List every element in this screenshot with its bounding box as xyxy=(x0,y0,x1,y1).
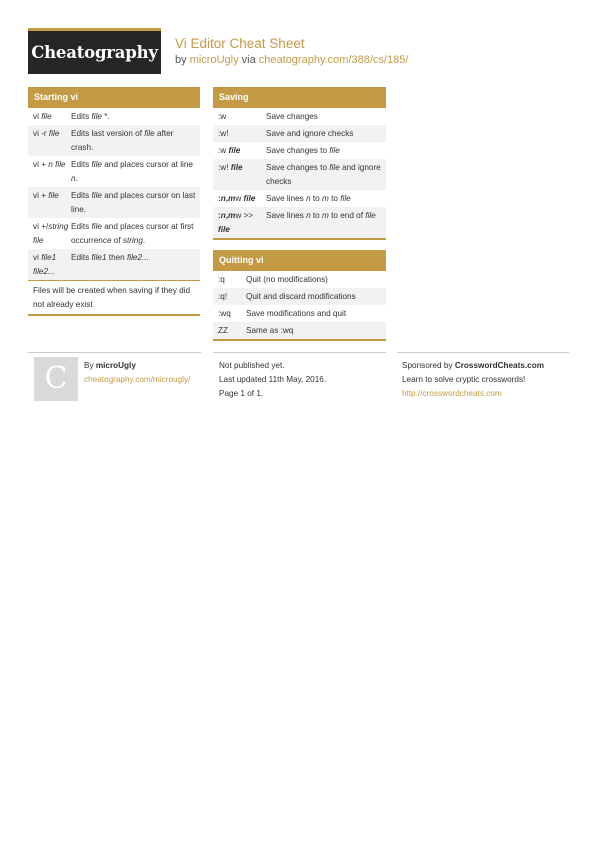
published-status: Not published yet. xyxy=(219,361,285,370)
table-row xyxy=(213,159,386,190)
command: vi file xyxy=(33,111,52,121)
sponsor-tagline: Learn to solve cryptic crosswords! xyxy=(402,375,526,384)
table-row xyxy=(213,108,386,125)
table-row xyxy=(213,125,386,142)
column-2 xyxy=(213,87,386,341)
description: Save changes xyxy=(266,111,318,121)
sponsor-prefix: Sponsored by xyxy=(402,361,453,370)
byline-via: via xyxy=(241,54,256,66)
description: Quit and discard modifications xyxy=(246,291,356,301)
page-count: Page 1 of 1. xyxy=(219,389,264,398)
footer-sponsor xyxy=(402,359,544,401)
description: Edits file and places cursor on last line. xyxy=(71,190,196,214)
avatar: C xyxy=(34,357,78,401)
section-quitting xyxy=(213,250,386,341)
command: vi + n file xyxy=(33,159,66,169)
footer-by: By xyxy=(84,361,94,370)
command: :w! xyxy=(218,128,229,138)
footer-author-name[interactable]: microUgly xyxy=(95,361,136,370)
description: Edits last version of file after crash. xyxy=(71,128,174,152)
section-header-quitting-vi: Quitting vi xyxy=(213,250,386,270)
sponsor-link[interactable]: http://crosswordcheats.com xyxy=(402,389,502,398)
section-note: Files will be created when saving if they did not already exist xyxy=(28,280,200,316)
page-title: Vi Editor Cheat Sheet xyxy=(175,36,305,51)
description: Save changes to file and ignore checks xyxy=(266,162,381,186)
author-link[interactable]: microUgly xyxy=(189,54,239,66)
command: :n,mw file xyxy=(218,193,256,203)
section-header-saving: Saving xyxy=(213,87,386,107)
column-1 xyxy=(28,87,200,316)
sponsor-line xyxy=(402,359,544,373)
description: Edits file and places cursor at first occurrence of string. xyxy=(71,221,194,245)
command: :q! xyxy=(218,291,228,301)
section-saving xyxy=(213,87,386,240)
table-row xyxy=(28,156,200,187)
table-row xyxy=(28,187,200,218)
description: Save modifications and quit xyxy=(246,308,347,318)
description: Save lines n to m to end of file xyxy=(266,210,376,220)
sponsor-name[interactable]: CrosswordCheats.com xyxy=(454,361,544,370)
description: Save lines n to m to file xyxy=(266,193,351,203)
section-gap xyxy=(213,240,386,250)
section-header-starting-vi: Starting vi xyxy=(28,87,200,107)
command: vi file1 file2... xyxy=(33,252,57,276)
command: vi -r file xyxy=(33,128,60,138)
footer-publish-info xyxy=(219,359,326,401)
description: Same as :wq xyxy=(246,325,294,335)
command: :w! file xyxy=(218,162,243,172)
table-row xyxy=(213,207,386,238)
description: Quit (no modifications) xyxy=(246,274,328,284)
table-row xyxy=(213,322,386,339)
command: :n,mw >> file xyxy=(218,210,254,234)
logo-text: Cheatography xyxy=(28,31,161,74)
command: :w file xyxy=(218,145,241,155)
table-row xyxy=(28,218,200,249)
command: :wq xyxy=(218,308,231,318)
footer-divider xyxy=(213,352,386,353)
footer-divider xyxy=(28,352,201,353)
table-row xyxy=(213,142,386,159)
table-row xyxy=(213,305,386,322)
table-row xyxy=(28,125,200,156)
table-row xyxy=(213,288,386,305)
command: :q xyxy=(218,274,225,284)
byline xyxy=(175,54,408,66)
description: Edits file *. xyxy=(71,111,110,121)
table-row xyxy=(213,190,386,207)
footer-author xyxy=(84,359,136,373)
last-updated: Last updated 11th May, 2016. xyxy=(219,375,327,384)
footer-divider xyxy=(397,352,569,353)
command: vi +/string file xyxy=(33,221,69,245)
command: :w xyxy=(218,111,227,121)
description: Edits file and places cursor at line n. xyxy=(71,159,193,183)
byline-by: by xyxy=(175,54,187,66)
sheet-url-link[interactable]: cheatography.com/388/cs/185/ xyxy=(258,54,409,66)
description: Edits file1 then file2... xyxy=(71,252,149,262)
table-row xyxy=(28,108,200,125)
command: vi + file xyxy=(33,190,59,200)
table-row xyxy=(28,249,200,280)
section-footer-rule xyxy=(213,339,386,341)
description: Save changes to file xyxy=(266,145,340,155)
command: ZZ xyxy=(218,325,229,335)
footer-author-link[interactable]: cheatography.com/microugly/ xyxy=(84,375,191,384)
logo[interactable] xyxy=(28,28,161,74)
table-row xyxy=(213,271,386,288)
description: Save and ignore checks xyxy=(266,128,354,138)
